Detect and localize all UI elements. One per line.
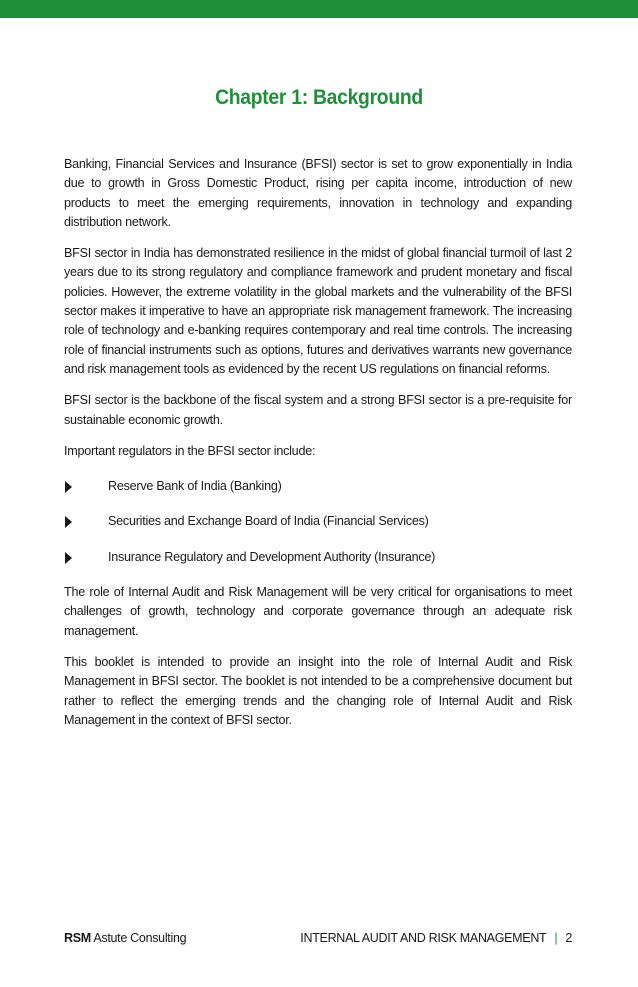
paragraph-resilience: BFSI sector in India has demonstrated resilience in the midst of global financial turmoil of last 2 years due to its strong regulatory and compliance framework and prudent monetary and fiscal policies. However, the extreme volatility in the global markets and the vulnerability of the BFSI sector makes it imperative to have an appropriate risk management framework. The increasing role of technology and e-banking requires contemporary and real time controls. The increasing role of financial instruments such as options, futures and derivatives warrants new governance and risk management tools as evidenced by the recent US regulations on financial reforms. bbox=[64, 246, 572, 376]
paragraph-regulators-intro: Important regulators in the BFSI sector include: bbox=[64, 443, 316, 458]
footer-separator: | bbox=[554, 931, 558, 945]
paragraph-intro: Banking, Financial Services and Insurance (BFSI) sector is set to grow exponentially in India due to growth in Gross Domestic Product, rising per capita income, introduction of new products to meet the emerging requirements, innovation in technology and expanding distribution network. bbox=[64, 157, 572, 229]
list-item bbox=[64, 512, 572, 531]
paragraph-role: The role of Internal Audit and Risk Management will be very critical for organisations to meet challenges of growth, technology and corporate governance through an adequate risk management. bbox=[64, 585, 572, 638]
brand-name: Astute Consulting bbox=[90, 931, 187, 945]
body-content bbox=[64, 155, 572, 742]
bullet-arrow-icon bbox=[65, 552, 72, 564]
regulators-list bbox=[64, 477, 572, 567]
bullet-arrow-icon bbox=[65, 481, 72, 493]
chapter-title: Chapter 1: Background bbox=[215, 86, 423, 109]
list-item-label: Insurance Regulatory and Development Authority (Insurance) bbox=[108, 549, 436, 564]
paragraph-booklet: This booklet is intended to provide an insight into the role of Internal Audit and Risk Management in BFSI sector. The booklet is not intended to be a comprehensive document but rather to reflect the emerging trends and the changing role of Internal Audit and Risk Management in the context of BFSI sector. bbox=[64, 654, 572, 727]
list-item-label: Securities and Exchange Board of India (Financial Services) bbox=[108, 514, 429, 529]
list-item bbox=[64, 477, 572, 496]
list-item-label: Reserve Bank of India (Banking) bbox=[108, 479, 282, 494]
list-item bbox=[64, 548, 572, 567]
bullet-arrow-icon bbox=[65, 516, 72, 528]
footer-right bbox=[300, 931, 572, 945]
page-footer bbox=[64, 931, 572, 951]
footer-brand bbox=[64, 931, 186, 945]
paragraph-backbone: BFSI sector is the backbone of the fiscal system and a strong BFSI sector is a pre-requisite for sustainable economic growth. bbox=[64, 393, 572, 427]
page-number: 2 bbox=[565, 931, 572, 945]
brand-logo-text: RSM bbox=[64, 931, 91, 945]
top-accent-bar bbox=[0, 0, 638, 18]
footer-doc-title: INTERNAL AUDIT AND RISK MANAGEMENT bbox=[300, 931, 547, 945]
